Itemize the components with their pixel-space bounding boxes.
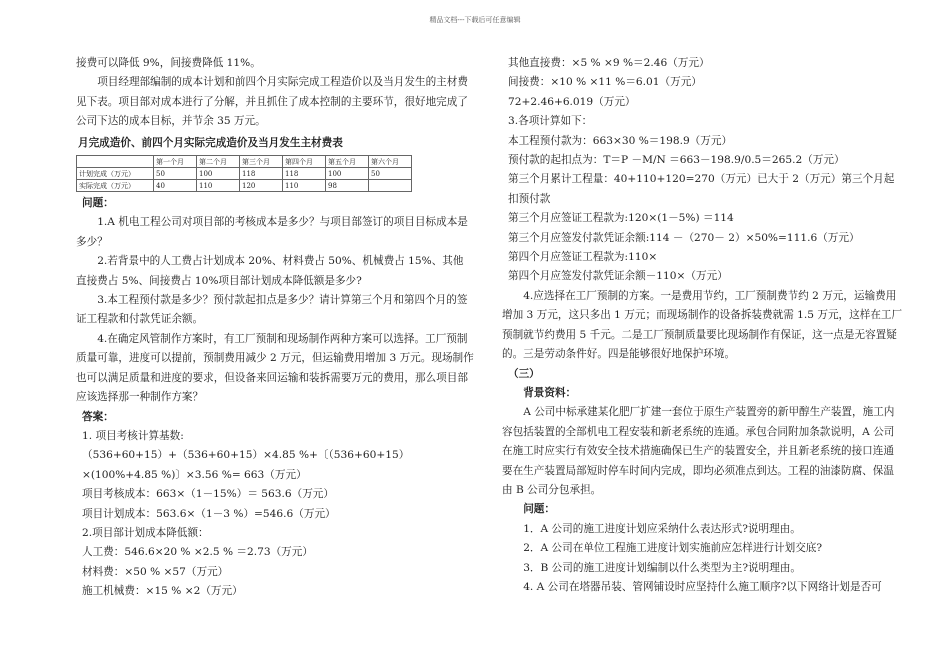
table-cell: 98	[326, 180, 369, 192]
question-item: 4.在确定风管制作方案时，有工厂预制和现场制作两种方案可以选择。工厂预制质量可靠，进度可以提前，预制费用减少 2 万元，但运输费用增加 3 万元。现场制作也可以满足质量和进度的要求，但设备来回运输和装拆需要万元的费用，那么项目部应该选择那一种制作方案？	[76, 332, 474, 404]
table-row	[77, 180, 412, 192]
answer-line: （536+60+15）+（536+60+15）×4.85 %+〔（536+60+15）×(100%+4.85 %)〕×3.56 %= 663（万元）	[82, 449, 410, 481]
answer-line: 项目计划成本：563.6×（1－3 %）=546.6（万元）	[82, 507, 336, 520]
answer-line: 72+2.46+6.019（万元）	[508, 95, 636, 108]
question-item: 3.本工程预付款是多少？预付款起扣点是多少？请计算第三个月和第四个月的签证工程款和付款凭证余额。	[76, 294, 468, 326]
question-item: 2．A 公司在单位工程施工进度计划实施前应怎样进行计划交底?	[523, 542, 823, 555]
table-cell	[77, 156, 154, 168]
table-cell: 110	[283, 180, 326, 192]
questions-heading: 问题：	[523, 503, 555, 516]
right-column	[502, 54, 904, 597]
answer-line: 第三个月应签发付款凭证余额:114 －（270－ 2）×50%=111.6（万元）	[508, 231, 860, 244]
answer-line: 2.项目部计划成本降低额：	[82, 526, 209, 539]
cost-table	[76, 155, 412, 192]
background-paragraph: A 公司中标承建某化肥厂扩建一套位于原生产装置旁的新甲醇生产装置，施工内容包括装置的全部机电工程安装和新老系统的连通。承包合同附加条款说明，A 公司在施工时应实行有效安全技术措施确保已生产的装置安全，并且新老系统的接口连通要在生产装置局部短时停车时间内完成，即均必须准点到达。工程的油漆防腐、保温由 B 公司分包承担。	[502, 406, 895, 496]
table-cell: 110	[197, 180, 240, 192]
table-cell: 50	[369, 168, 412, 180]
table-cell: 118	[240, 168, 283, 180]
background-heading: 背景资料：	[523, 386, 577, 399]
answer-line: 第四个月应签证工程款为:110×	[508, 251, 658, 264]
answer-line: 本工程预付款为：663×30 %＝198.9（万元）	[508, 134, 733, 147]
answer-line: 1. 项目考核计算基数:	[82, 429, 184, 442]
answer-line: 人工费：546.6×20 % ×2.5 % ＝2.73（万元）	[82, 546, 313, 559]
question-item: 1．A 公司的施工进度计划应采纳什么表达形式?说明理由。	[523, 522, 801, 535]
table-cell: 100	[326, 168, 369, 180]
table-cell: 100	[197, 168, 240, 180]
answer-line: 第四个月应签发付款凭证余额－110×（万元）	[508, 270, 728, 283]
table-header-row	[77, 156, 412, 168]
questions-heading: 问题：	[82, 197, 114, 210]
question-item: 3．B 公司的施工进度计划编制以什么类型为主?说明理由。	[523, 561, 802, 574]
table-cell: 120	[240, 180, 283, 192]
question-item: 4. A 公司在塔器吊装、管网铺设时应坚持什么施工顺序?以下网络计划是否可	[523, 580, 882, 593]
table-cell: 实际完成（万元）	[77, 180, 154, 192]
answer-line: 施工机械费：×15 % ×2（万元）	[82, 585, 243, 598]
paragraph: 项目经理部编制的成本计划和前四个月实际完成工程造价以及当月发生的主材费见下表。项目部对成本进行了分解，并且抓住了成本控制的主要环节，很好地完成了公司下达的成本目标，并节余 35 万元。	[76, 76, 468, 128]
table-cell: 40	[154, 180, 197, 192]
table-cell: 第四个月	[283, 156, 326, 168]
answer-line: 第三个月应签证工程款为:120×(1－5%) ＝114	[508, 212, 734, 225]
paragraph: 接费可以降低 9%，间接费降低 11%。	[76, 57, 261, 69]
answer-line: 3.各项计算如下：	[508, 115, 593, 128]
table-cell: 第二个月	[197, 156, 240, 168]
table-cell: 第六个月	[369, 156, 412, 168]
table-cell: 50	[154, 168, 197, 180]
answer-line: 间接费：×10 % ×11 %＝6.01（万元）	[508, 76, 702, 89]
answer-line: 第三个月累计工程量：40+110+120=270（万元）已大于 2（万元）第三个月起扣预付款	[508, 173, 895, 205]
table-row	[77, 168, 412, 180]
question-item: 2.若背景中的人工费占计划成本 20%、材料费占 50%、机械费占 15%、其他直接费占 5%、间接费占 10%项目部计划成本降低额是多少?	[76, 255, 464, 287]
table-cell: 计划完成（万元）	[77, 168, 154, 180]
answer-line: 材料费：×50 % ×57（万元）	[82, 565, 229, 578]
table-title: 月完成造价、前四个月实际完成造价及当月发生主材费表	[78, 136, 343, 149]
answer-paragraph: 4.应选择在工厂预制的方案。一是费用节约，工厂预制费节约 2 万元，运输费用增加 3 万元，这只多出 1 万元；而现场制作的设备拆装费就需 1.5 万元，这样在工厂预制就节约费用 5 千元。二是工厂预制质量要比现场制作有保证，这一点是无容置疑的。三是劳动条件好。四是能够很好地保护环境。	[502, 289, 903, 361]
table-cell	[369, 180, 412, 192]
answer-line: 预付款的起扣点为：T＝P －M/N ＝663－198.9/0.5＝265.2（万元）	[508, 154, 845, 167]
table-cell: 118	[283, 168, 326, 180]
answer-line: 项目考核成本：663×（1－15%）＝ 563.6（万元）	[82, 488, 334, 501]
answers-heading: 答案：	[82, 410, 114, 423]
table-cell: 第一个月	[154, 156, 197, 168]
page-header: 精品文档---下载后可任意编辑	[429, 16, 521, 24]
section-heading: （三）	[508, 367, 540, 380]
table-cell: 第三个月	[240, 156, 283, 168]
question-item: 1.A 机电工程公司对项目部的考核成本是多少？与项目部签订的项目目标成本是多少？	[76, 216, 468, 248]
table-cell: 第五个月	[326, 156, 369, 168]
left-column	[76, 54, 474, 602]
answer-line: 其他直接费：×5 % ×9 %＝2.46（万元）	[508, 57, 710, 69]
